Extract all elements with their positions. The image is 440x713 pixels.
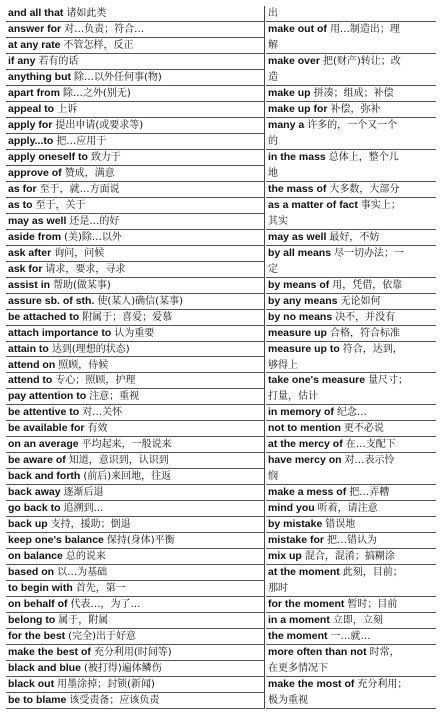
phrase-text: aside from bbox=[8, 230, 62, 243]
meaning-text: 支持，援助；倒退 bbox=[50, 519, 131, 531]
phrase-entry bbox=[6, 629, 264, 645]
phrase-text: at any rate bbox=[8, 38, 61, 51]
phrase-entry bbox=[6, 517, 264, 533]
phrase-entry bbox=[266, 677, 436, 693]
phrase-text: make out of bbox=[268, 22, 327, 35]
meaning-text: 专心；照顾，护理 bbox=[55, 375, 136, 387]
meaning-text: 把…弄糟 bbox=[349, 487, 390, 499]
meaning-text: 属于，附属 bbox=[58, 615, 109, 627]
phrase-text: at the moment bbox=[268, 566, 340, 579]
phrase-text: measure up to bbox=[268, 342, 340, 355]
meaning-text: 把…应用于 bbox=[56, 135, 107, 147]
phrase-entry bbox=[266, 645, 436, 661]
phrase-entry bbox=[6, 358, 264, 374]
phrase-text: the mass of bbox=[268, 182, 327, 195]
meaning-text: (完全)出于好意 bbox=[68, 631, 136, 643]
phrase-text: be aware of bbox=[8, 454, 66, 467]
entry-continuation bbox=[266, 134, 436, 150]
phrase-entry bbox=[266, 230, 436, 246]
phrase-entry bbox=[266, 437, 436, 453]
phrase-text: for the moment bbox=[268, 598, 345, 611]
phrase-text: assure sb. of sth. bbox=[8, 294, 95, 307]
phrase-entry bbox=[6, 581, 264, 597]
entry-continuation bbox=[266, 38, 436, 54]
phrase-entry bbox=[266, 565, 436, 581]
meaning-text: 上诉 bbox=[57, 103, 78, 115]
meaning-text: 除…以外任何事(物) bbox=[74, 71, 162, 83]
phrase-text: on behalf of bbox=[8, 598, 68, 611]
phrase-text: ask for bbox=[8, 262, 43, 275]
phrase-text: attend on bbox=[8, 358, 56, 371]
phrase-entry bbox=[6, 230, 264, 246]
phrase-entry bbox=[266, 118, 436, 134]
phrase-entry bbox=[6, 373, 264, 389]
phrase-text: be to blame bbox=[8, 694, 67, 707]
meaning-text: 大多数，大部分 bbox=[329, 183, 400, 195]
meaning-text: 询问，问候 bbox=[54, 247, 105, 259]
phrase-text: black and blue bbox=[8, 662, 81, 675]
phrase-entry bbox=[6, 342, 264, 358]
phrase-text: attach importance to bbox=[8, 326, 112, 339]
meaning-text: 诸如此类 bbox=[66, 8, 107, 19]
meaning-text: 混合，混淆；搞糊涂 bbox=[304, 551, 395, 563]
phrase-text: to begin with bbox=[8, 582, 73, 595]
phrase-text: make over bbox=[268, 54, 320, 67]
phrase-text: keep one's balance bbox=[8, 534, 104, 547]
phrase-entry bbox=[6, 310, 264, 326]
meaning-text: 尽一切办法；一 bbox=[334, 247, 405, 259]
meaning-text: 立即，立刻 bbox=[332, 615, 383, 627]
phrase-entry bbox=[6, 278, 264, 294]
meaning-text: 以…为基础 bbox=[57, 567, 108, 579]
meaning-text: 不管怎样，反正 bbox=[63, 39, 134, 51]
phrase-text: make a mess of bbox=[268, 486, 347, 499]
phrase-entry bbox=[266, 22, 436, 38]
meaning-text: 提出申请(或要求等) bbox=[55, 119, 144, 131]
meaning-text: 量尺寸； bbox=[368, 375, 409, 387]
phrase-entry bbox=[266, 549, 436, 565]
phrase-entry bbox=[6, 54, 264, 70]
phrase-text: mix up bbox=[268, 550, 302, 563]
phrase-text: in memory of bbox=[268, 406, 334, 419]
meaning-text: 使(某人)确信(某事) bbox=[97, 295, 183, 307]
phrase-text: back up bbox=[8, 518, 48, 531]
phrase-entry bbox=[6, 453, 264, 469]
phrase-text: make the most of bbox=[268, 678, 355, 691]
phrase-text: by no means bbox=[268, 310, 333, 323]
phrase-text: and all that bbox=[8, 7, 64, 19]
phrase-entry bbox=[6, 198, 264, 214]
phrase-sheet bbox=[6, 6, 436, 709]
entry-continuation bbox=[266, 358, 436, 374]
phrase-text: anything but bbox=[8, 70, 71, 83]
phrase-entry bbox=[266, 198, 436, 214]
meaning-text: 决不，并没有 bbox=[335, 311, 396, 323]
phrase-entry bbox=[266, 405, 436, 421]
phrase-entry bbox=[6, 38, 264, 54]
phrase-text: apart from bbox=[8, 86, 60, 99]
meaning-text: (被打得)遍体鳞伤 bbox=[83, 663, 162, 675]
column-divider bbox=[264, 6, 265, 709]
meaning-text: 若有的话 bbox=[38, 55, 79, 67]
phrase-entry bbox=[6, 645, 264, 661]
meaning-text: 致力于 bbox=[90, 151, 121, 163]
meaning-text: 把…错认为 bbox=[327, 535, 378, 547]
phrase-entry bbox=[266, 86, 436, 102]
phrase-entry bbox=[266, 310, 436, 326]
entry-continuation bbox=[266, 262, 436, 278]
meaning-text: 补偿，弥补 bbox=[330, 103, 381, 115]
meaning-text: 照顾，侍候 bbox=[58, 359, 109, 371]
phrase-entry bbox=[6, 693, 264, 709]
phrase-entry bbox=[266, 517, 436, 533]
meaning-text: 保持(身体)平衡 bbox=[106, 535, 175, 547]
phrase-text: for the best bbox=[8, 630, 66, 643]
phrase-text: apply...to bbox=[8, 134, 54, 147]
phrase-text: attend to bbox=[8, 374, 53, 387]
phrase-text: as for bbox=[8, 182, 37, 195]
meaning-text: 拼凑；组成；补偿 bbox=[313, 87, 394, 99]
meaning-text: 错误地 bbox=[325, 519, 356, 531]
phrase-text: approve of bbox=[8, 166, 62, 179]
phrase-text: apply oneself to bbox=[8, 150, 88, 163]
phrase-entry bbox=[6, 613, 264, 629]
phrase-text: as to bbox=[8, 198, 33, 211]
meaning-text: 把(财产)转让；改 bbox=[322, 55, 401, 67]
phrase-text: be available for bbox=[8, 422, 85, 435]
phrase-text: more often than not bbox=[268, 646, 367, 659]
meaning-text: 的 bbox=[268, 135, 278, 147]
phrase-entry bbox=[6, 533, 264, 549]
phrase-entry bbox=[6, 118, 264, 134]
phrase-entry bbox=[6, 565, 264, 581]
meaning-text: 附属于；喜爱；爱慕 bbox=[82, 311, 173, 323]
phrase-text: assist in bbox=[8, 278, 51, 291]
meaning-text: 对…关怀 bbox=[82, 407, 123, 419]
entry-continuation bbox=[266, 469, 436, 485]
meaning-text: 更不必说 bbox=[343, 423, 384, 435]
phrase-entry bbox=[6, 549, 264, 565]
phrase-text: go back to bbox=[8, 502, 61, 515]
phrase-text: take one's measure bbox=[268, 374, 366, 387]
phrase-text: may as well bbox=[268, 230, 327, 243]
phrase-entry bbox=[266, 613, 436, 629]
meaning-text: 事实上； bbox=[360, 199, 401, 211]
meaning-text: 许多的，一个又一个 bbox=[307, 119, 398, 131]
meaning-text: 听着，请注意 bbox=[317, 503, 378, 515]
meaning-text: 合格，符合标准 bbox=[329, 327, 400, 339]
meaning-text: 充分利用； bbox=[357, 679, 408, 691]
meaning-text: 解 bbox=[268, 39, 278, 51]
entry-continuation bbox=[266, 661, 436, 677]
phrase-text: by all means bbox=[268, 246, 332, 259]
meaning-text: 知道，意识到，认识到 bbox=[68, 455, 169, 467]
left-column bbox=[6, 6, 264, 709]
phrase-text: appeal to bbox=[8, 102, 55, 115]
meaning-text: 时常， bbox=[369, 647, 400, 659]
phrase-entry bbox=[6, 166, 264, 182]
phrase-text: make the best of bbox=[8, 646, 91, 659]
phrase-entry bbox=[6, 6, 264, 22]
meaning-text: 纪念… bbox=[336, 407, 367, 419]
phrase-entry bbox=[6, 70, 264, 86]
phrase-entry bbox=[6, 437, 264, 453]
phrase-entry bbox=[6, 405, 264, 421]
meaning-text: 悯 bbox=[268, 471, 278, 483]
phrase-entry bbox=[6, 501, 264, 517]
phrase-text: answer for bbox=[8, 22, 62, 35]
meaning-text: 那时 bbox=[268, 583, 288, 595]
phrase-entry bbox=[266, 342, 436, 358]
phrase-text: pay attention to bbox=[8, 390, 87, 403]
phrase-entry bbox=[6, 22, 264, 38]
meaning-text: 有效 bbox=[87, 423, 108, 435]
phrase-entry bbox=[266, 278, 436, 294]
phrase-text: based on bbox=[8, 566, 55, 579]
phrase-text: may as well bbox=[8, 214, 67, 227]
meaning-text: 无论如何 bbox=[340, 295, 381, 307]
phrase-entry bbox=[266, 533, 436, 549]
meaning-text: 造 bbox=[268, 71, 278, 83]
phrase-text: apply for bbox=[8, 118, 53, 131]
phrase-entry bbox=[6, 485, 264, 501]
meaning-text: 打量，估计 bbox=[268, 391, 318, 403]
meaning-text: 出 bbox=[268, 8, 278, 19]
meaning-text: 在…支配下 bbox=[345, 439, 396, 451]
meaning-text: 此刻，目前； bbox=[342, 567, 403, 579]
phrase-entry bbox=[6, 134, 264, 150]
meaning-text: 总的说来 bbox=[65, 551, 106, 563]
phrase-entry bbox=[6, 326, 264, 342]
phrase-entry bbox=[6, 214, 264, 230]
phrase-text: be attached to bbox=[8, 310, 80, 323]
entry-continuation bbox=[266, 6, 436, 22]
meaning-text: 用墨涂掉；封锁(新闻) bbox=[57, 679, 155, 691]
phrase-entry bbox=[6, 86, 264, 102]
meaning-text: 至于，关于 bbox=[35, 199, 86, 211]
phrase-text: on balance bbox=[8, 550, 63, 563]
phrase-entry bbox=[6, 102, 264, 118]
phrase-entry bbox=[6, 150, 264, 166]
phrase-text: measure up bbox=[268, 326, 327, 339]
meaning-text: 对…表示怜 bbox=[344, 455, 395, 467]
phrase-entry bbox=[6, 294, 264, 310]
phrase-entry bbox=[6, 597, 264, 613]
entry-continuation bbox=[266, 214, 436, 230]
phrase-entry bbox=[266, 102, 436, 118]
phrase-entry bbox=[6, 389, 264, 405]
phrase-text: not to mention bbox=[268, 422, 341, 435]
phrase-text: many a bbox=[268, 118, 305, 131]
phrase-text: the moment bbox=[268, 630, 328, 643]
meaning-text: 一…就… bbox=[330, 631, 371, 643]
phrase-entry bbox=[266, 485, 436, 501]
phrase-text: by mistake bbox=[268, 518, 323, 531]
meaning-text: 达到(理想的状态) bbox=[51, 343, 130, 355]
phrase-entry bbox=[266, 182, 436, 198]
phrase-entry bbox=[6, 469, 264, 485]
phrase-entry bbox=[6, 677, 264, 693]
meaning-text: (美)除…以外 bbox=[64, 231, 122, 243]
meaning-text: 至于，就…方面说 bbox=[39, 183, 120, 195]
meaning-text: 极为重视 bbox=[268, 695, 308, 707]
phrase-text: mistake for bbox=[268, 534, 325, 547]
phrase-entry bbox=[266, 326, 436, 342]
phrase-entry bbox=[266, 597, 436, 613]
meaning-text: 用，凭借，依靠 bbox=[332, 279, 403, 291]
phrase-text: in the mass bbox=[268, 150, 326, 163]
entry-continuation bbox=[266, 389, 436, 405]
phrase-entry bbox=[266, 373, 436, 389]
phrase-entry bbox=[266, 150, 436, 166]
entry-continuation bbox=[266, 166, 436, 182]
right-column bbox=[266, 6, 436, 709]
phrase-entry bbox=[266, 246, 436, 262]
entry-continuation bbox=[266, 70, 436, 86]
phrase-entry bbox=[6, 421, 264, 437]
phrase-text: by any means bbox=[268, 294, 338, 307]
meaning-text: 定 bbox=[268, 263, 278, 275]
meaning-text: 请求，要求，寻求 bbox=[45, 263, 126, 275]
meaning-text: 除…之外(别无) bbox=[62, 87, 131, 99]
meaning-text: 首先，第一 bbox=[75, 583, 126, 595]
meaning-text: 够得上 bbox=[268, 359, 298, 371]
meaning-text: 平均起来，一般说来 bbox=[81, 439, 172, 451]
meaning-text: 用…制造出；理 bbox=[329, 23, 400, 35]
phrase-text: mind you bbox=[268, 502, 315, 515]
meaning-text: 暂时；目前 bbox=[347, 599, 398, 611]
meaning-text: 对…负责；符合… bbox=[64, 23, 145, 35]
meaning-text: 符合，达到， bbox=[342, 343, 403, 355]
meaning-text: (前后)来回地，往返 bbox=[83, 471, 172, 483]
meaning-text: 赞成，满意 bbox=[64, 167, 115, 179]
phrase-text: belong to bbox=[8, 614, 56, 627]
phrase-entry bbox=[266, 294, 436, 310]
meaning-text: 总体上，整个儿 bbox=[328, 151, 399, 163]
phrase-entry bbox=[6, 182, 264, 198]
phrase-text: ask after bbox=[8, 246, 52, 259]
meaning-text: 注意；重视 bbox=[89, 391, 140, 403]
meaning-text: 还是…的好 bbox=[69, 215, 120, 227]
phrase-text: be attentive to bbox=[8, 406, 80, 419]
phrase-entry bbox=[6, 262, 264, 278]
phrase-text: attain to bbox=[8, 342, 49, 355]
meaning-text: 逐渐后退 bbox=[63, 487, 104, 499]
phrase-text: have mercy on bbox=[268, 454, 342, 467]
meaning-text: 代表…，为了… bbox=[70, 599, 141, 611]
phrase-text: at the mercy of bbox=[268, 438, 343, 451]
meaning-text: 最好，不妨 bbox=[329, 231, 380, 243]
phrase-entry bbox=[266, 501, 436, 517]
meaning-text: 其实 bbox=[268, 215, 288, 227]
phrase-entry bbox=[6, 661, 264, 677]
phrase-text: black out bbox=[8, 678, 55, 691]
phrase-text: make up bbox=[268, 86, 311, 99]
phrase-entry bbox=[6, 246, 264, 262]
phrase-text: back and forth bbox=[8, 470, 81, 483]
phrase-text: back away bbox=[8, 486, 61, 499]
meaning-text: 在更多情况下 bbox=[268, 663, 328, 675]
meaning-text: 地 bbox=[268, 167, 278, 179]
meaning-text: 充分利用(时间等) bbox=[93, 647, 172, 659]
phrase-text: make up for bbox=[268, 102, 328, 115]
phrase-text: on an average bbox=[8, 438, 79, 451]
meaning-text: 追溯到… bbox=[63, 503, 104, 515]
entry-continuation bbox=[266, 581, 436, 597]
meaning-text: 帮助(做某事) bbox=[53, 279, 111, 291]
phrase-entry bbox=[266, 453, 436, 469]
phrase-entry bbox=[266, 421, 436, 437]
entry-continuation bbox=[266, 693, 436, 709]
phrase-entry bbox=[266, 54, 436, 70]
phrase-text: if any bbox=[8, 54, 36, 67]
phrase-text: in a moment bbox=[268, 614, 330, 627]
phrase-text: by means of bbox=[268, 278, 330, 291]
phrase-entry bbox=[266, 629, 436, 645]
phrase-text: as a matter of fact bbox=[268, 198, 358, 211]
meaning-text: 该受责备；应该负责 bbox=[69, 695, 160, 707]
meaning-text: 认为重要 bbox=[114, 327, 155, 339]
